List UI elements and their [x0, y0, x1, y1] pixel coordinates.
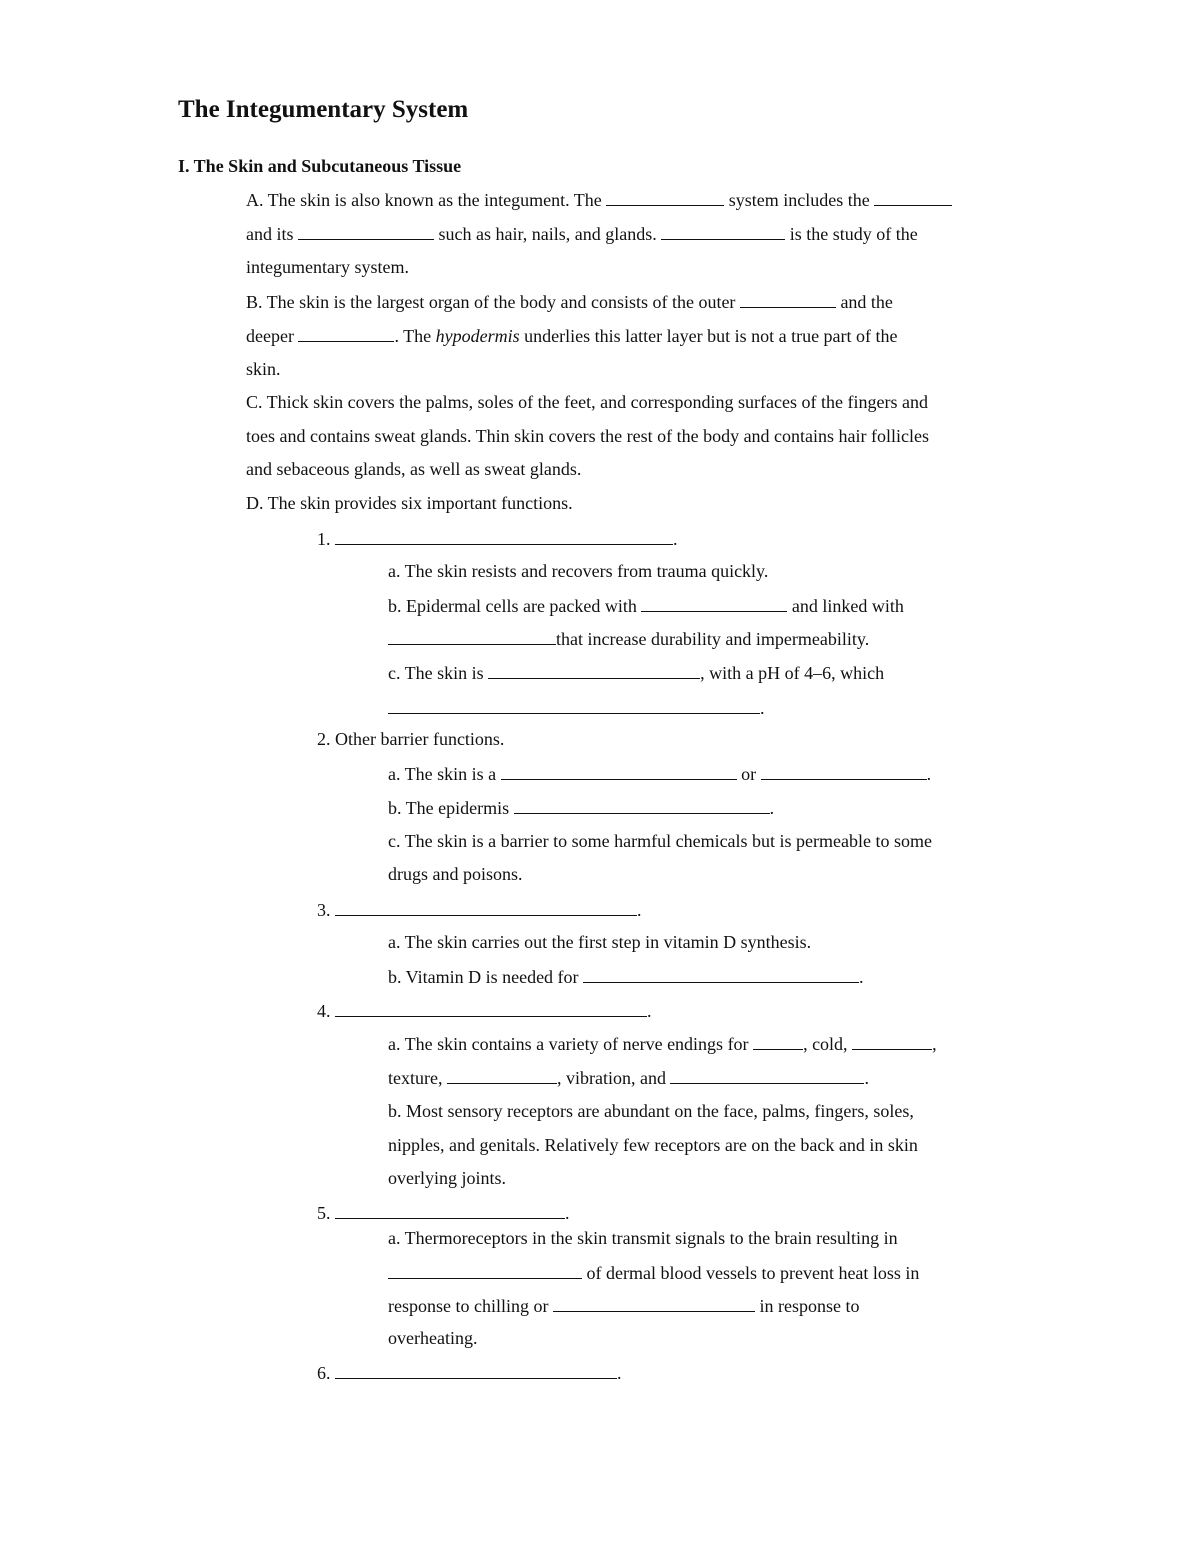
blank-field[interactable] [501, 762, 737, 780]
section-heading: I. The Skin and Subcutaneous Tissue [178, 156, 462, 176]
function-4-a-line-1: a. The skin contains a variety of nerve endings for , cold, , [388, 1034, 937, 1054]
function-1-a: a. The skin resists and recovers from trauma quickly. [388, 561, 769, 581]
blank-field[interactable] [641, 594, 787, 612]
function-3-b: b. Vitamin D is needed for . [388, 967, 864, 987]
function-5-line: 5. . [317, 1203, 570, 1223]
function-1-c-line-1: c. The skin is , with a pH of 4–6, which [388, 663, 885, 683]
item-b-line-2: deeper . The hypodermis underlies this latter layer but is not a true part of the [246, 326, 898, 346]
blank-field[interactable] [852, 1032, 932, 1050]
blank-field[interactable] [488, 661, 700, 679]
function-2-c-line-1: c. The skin is a barrier to some harmful chemicals but is permeable to some [388, 831, 933, 851]
function-4-b-line-3: overlying joints. [388, 1168, 506, 1188]
blank-field[interactable] [874, 188, 952, 206]
function-2-title: 2. Other barrier functions. [317, 729, 505, 749]
blank-field[interactable] [447, 1066, 557, 1084]
function-1-b-line-1: b. Epidermal cells are packed with and linked with [388, 596, 904, 616]
blank-field[interactable] [661, 222, 785, 240]
function-4-b-line-2: nipples, and genitals. Relatively few receptors are on the back and in skin [388, 1135, 918, 1155]
function-3-a: a. The skin carries out the first step in vitamin D synthesis. [388, 932, 812, 952]
function-2-b: b. The epidermis . [388, 798, 775, 818]
blank-field[interactable] [388, 627, 556, 645]
function-5-a-line-3: response to chilling or in response to [388, 1296, 860, 1316]
item-d-intro: D. The skin provides six important functions. [246, 493, 573, 513]
function-6-line: 6. . [317, 1363, 622, 1383]
blank-field[interactable] [583, 965, 859, 983]
page-title: The Integumentary System [178, 96, 469, 123]
function-5-a-line-1: a. Thermoreceptors in the skin transmit signals to the brain resulting in [388, 1228, 898, 1248]
function-1-line: 1. . [317, 529, 678, 549]
blank-field[interactable] [335, 1361, 617, 1379]
blank-field[interactable] [388, 696, 760, 714]
function-2-a: a. The skin is a or . [388, 764, 932, 784]
function-1-c-line-2: . [388, 696, 765, 719]
function-4-line: 4. . [317, 1001, 652, 1021]
blank-field[interactable] [335, 898, 637, 916]
function-5-a-line-2: of dermal blood vessels to prevent heat loss in [388, 1261, 919, 1284]
blank-field[interactable] [553, 1294, 755, 1312]
function-3-line: 3. . [317, 900, 642, 920]
blank-field[interactable] [298, 324, 394, 342]
blank-field[interactable] [388, 1261, 582, 1279]
blank-field[interactable] [335, 1201, 565, 1219]
blank-field[interactable] [761, 762, 927, 780]
function-4-a-line-2: texture, , vibration, and . [388, 1068, 869, 1088]
blank-field[interactable] [740, 290, 836, 308]
item-a-line-2: and its such as hair, nails, and glands. is the study of the [246, 224, 918, 244]
blank-field[interactable] [335, 527, 673, 545]
item-a-line-3: integumentary system. [246, 257, 409, 277]
item-b-line-1: B. The skin is the largest organ of the body and consists of the outer and the [246, 292, 893, 312]
function-4-b-line-1: b. Most sensory receptors are abundant on the face, palms, fingers, soles, [388, 1101, 914, 1121]
blank-field[interactable] [606, 188, 724, 206]
item-c-line-3: and sebaceous glands, as well as sweat glands. [246, 459, 582, 479]
blank-field[interactable] [670, 1066, 864, 1084]
blank-field[interactable] [514, 796, 770, 814]
blank-field[interactable] [298, 222, 434, 240]
item-c-line-1: C. Thick skin covers the palms, soles of the feet, and corresponding surfaces of the fingers and [246, 392, 928, 412]
function-5-a-line-4: overheating. [388, 1328, 478, 1348]
item-b-line-3: skin. [246, 359, 281, 379]
item-c-line-2: toes and contains sweat glands. Thin skin covers the rest of the body and contains hair follicles [246, 426, 930, 446]
function-2-c-line-2: drugs and poisons. [388, 864, 523, 884]
item-a-line-1: A. The skin is also known as the integument. The system includes the [246, 188, 952, 211]
blank-field[interactable] [753, 1032, 803, 1050]
function-1-b-line-2: that increase durability and impermeability. [388, 627, 869, 650]
blank-field[interactable] [335, 999, 647, 1017]
